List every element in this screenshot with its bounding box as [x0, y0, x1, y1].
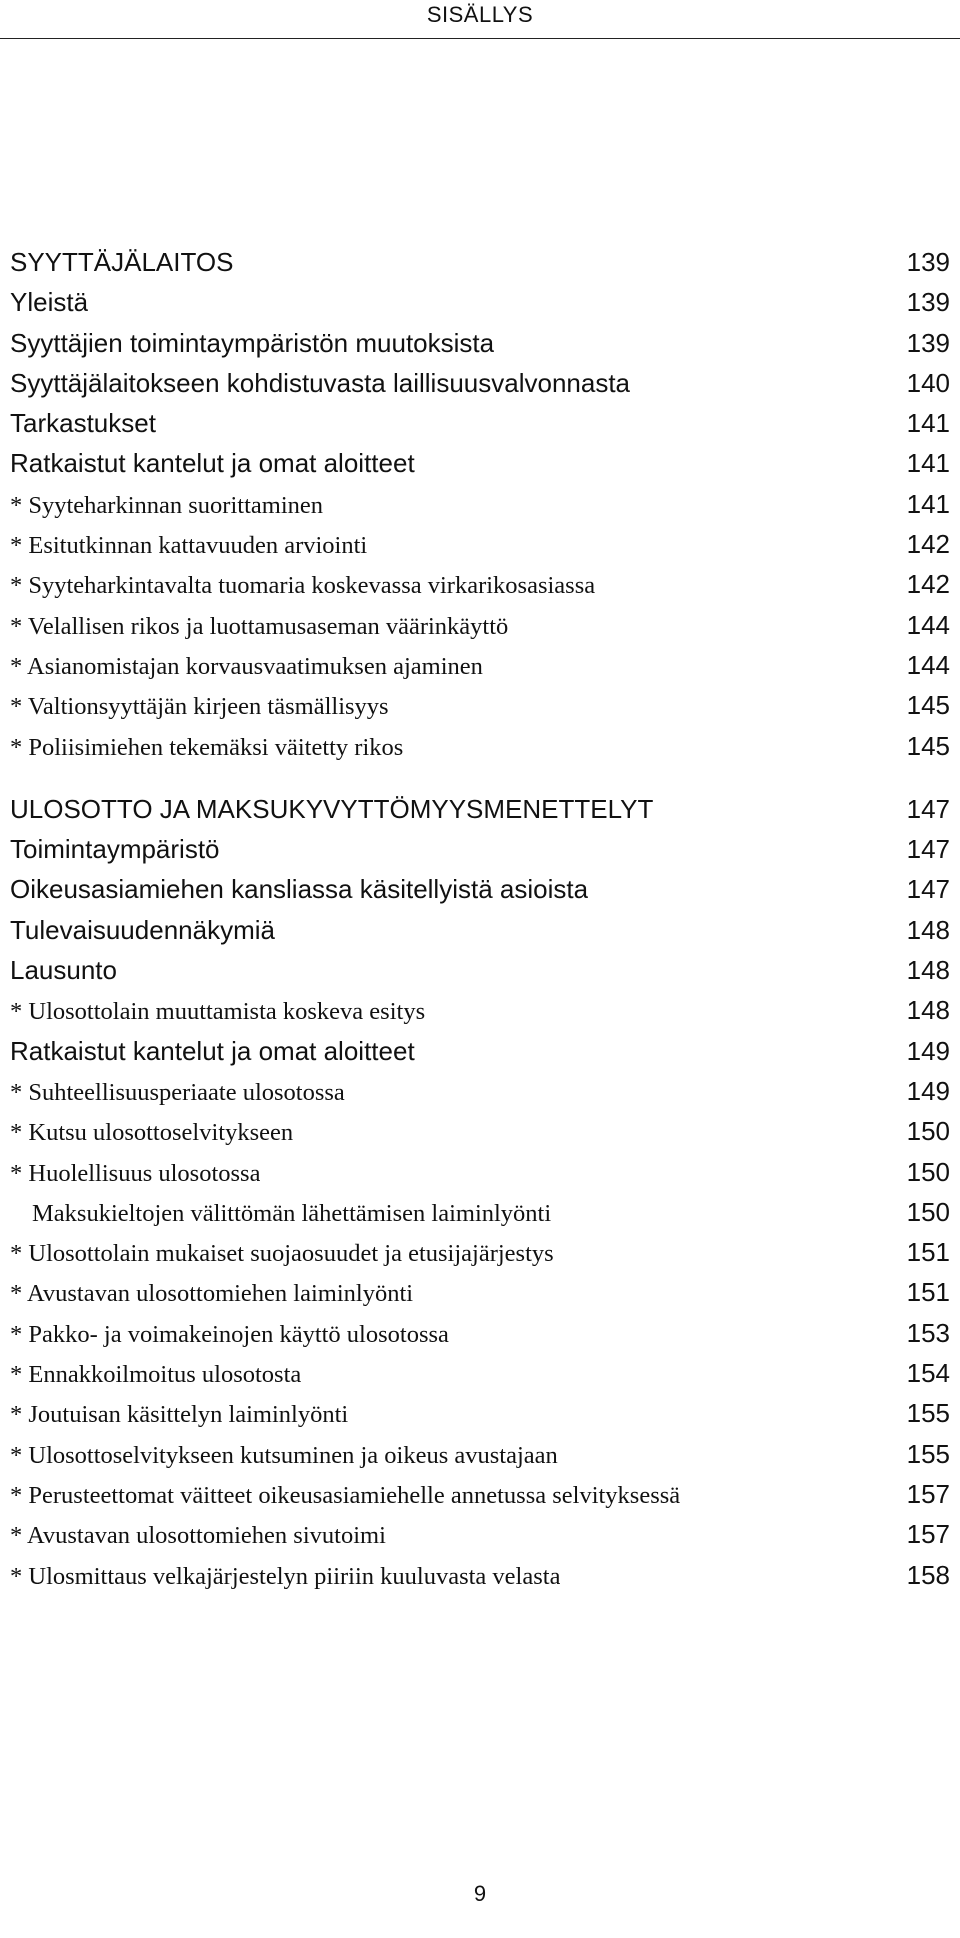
toc-entry — [10, 328, 950, 368]
toc-entry — [10, 955, 950, 995]
toc-entry — [10, 690, 950, 730]
toc-entry-page: 139 — [906, 287, 950, 318]
toc-entry-title: * Poliisimiehen tekemäksi väitetty rikos — [10, 733, 404, 761]
toc-entry-title: Lausunto — [10, 955, 117, 986]
toc-entry-page: 150 — [906, 1156, 950, 1187]
toc-entry-title: * Pakko- ja voimakeinojen käyttö ulosotossa — [10, 1320, 449, 1348]
toc-entry-title: Ratkaistut kantelut ja omat aloitteet — [10, 448, 415, 479]
toc-entry-title: * Valtionsyyttäjän kirjeen täsmällisyys — [10, 693, 389, 721]
toc-entry-page: 147 — [906, 874, 950, 905]
toc-entry-page: 139 — [906, 247, 950, 277]
toc-entry — [10, 834, 950, 874]
toc-entry-page: 155 — [906, 1398, 950, 1429]
toc-entry-title: * Suhteellisuusperiaate ulosotossa — [10, 1078, 345, 1106]
toc-entry — [10, 995, 950, 1035]
toc-entry-page: 157 — [906, 1478, 950, 1509]
toc-entry-page: 144 — [906, 609, 950, 640]
toc-entry-title: * Syyteharkinnan suorittaminen — [10, 491, 323, 519]
toc-entry — [10, 1116, 950, 1156]
toc-entry — [10, 1237, 950, 1277]
toc-entry-title: ULOSOTTO JA MAKSUKYVYTTÖMYYSMENETTELYT — [10, 793, 654, 824]
toc-entry-page: 157 — [906, 1519, 950, 1550]
toc-entry-page: 142 — [906, 529, 950, 560]
toc-entry-page: 140 — [906, 367, 950, 398]
toc-entry — [10, 874, 950, 914]
toc-entry-page: 144 — [906, 649, 950, 680]
toc-entry-title: * Ulosottoselvitykseen kutsuminen ja oikeus avustajaan — [10, 1441, 558, 1469]
header-rule — [0, 38, 960, 39]
table-of-contents — [10, 247, 950, 1600]
toc-entry-page: 147 — [906, 793, 950, 824]
toc-entry-page: 151 — [906, 1277, 950, 1308]
toc-entry-title: * Huolellisuus ulosotossa — [10, 1159, 261, 1187]
toc-entry — [10, 448, 950, 488]
toc-entry — [10, 1439, 950, 1479]
toc-entry-title: * Ulosmittaus velkajärjestelyn piiriin kuuluvasta velasta — [10, 1562, 561, 1590]
toc-entry — [10, 489, 950, 529]
toc-entry — [10, 1277, 950, 1317]
toc-entry — [10, 1197, 950, 1237]
toc-entry — [10, 1036, 950, 1076]
toc-entry-page: 149 — [906, 1035, 950, 1066]
toc-entry — [10, 1157, 950, 1197]
toc-entry-title: * Avustavan ulosottomiehen laiminlyönti — [10, 1280, 414, 1308]
toc-entry — [10, 1076, 950, 1116]
toc-entry-title: * Velallisen rikos ja luottamusaseman väärinkäyttö — [10, 612, 509, 640]
toc-entry-title: Tulevaisuudennäkymiä — [10, 914, 275, 945]
toc-entry — [10, 569, 950, 609]
toc-entry-title: * Perusteettomat väitteet oikeusasiamiehelle annetussa selvityksessä — [10, 1481, 681, 1509]
toc-entry-page: 150 — [906, 1196, 950, 1227]
toc-entry-title: * Asianomistajan korvausvaatimuksen ajaminen — [10, 652, 483, 680]
toc-entry — [10, 1318, 950, 1358]
toc-entry — [10, 529, 950, 569]
toc-entry-page: 151 — [906, 1237, 950, 1268]
toc-entry-title: Toimintaympäristö — [10, 834, 220, 865]
toc-entry — [10, 794, 950, 834]
toc-entry-page: 150 — [906, 1116, 950, 1147]
toc-entry-title: * Ennakkoilmoitus ulosotosta — [10, 1361, 302, 1389]
toc-entry-page: 141 — [906, 408, 950, 439]
toc-entry-title: * Ulosottolain mukaiset suojaosuudet ja etusijajärjestys — [10, 1240, 554, 1268]
toc-entry — [10, 287, 950, 327]
toc-entry-page: 142 — [906, 569, 950, 600]
toc-entry-title: Yleistä — [10, 287, 89, 318]
toc-entry — [10, 1398, 950, 1438]
toc-entry-title: * Avustavan ulosottomiehen sivutoimi — [10, 1522, 386, 1550]
toc-entry — [10, 731, 950, 771]
toc-entry — [10, 408, 950, 448]
toc-entry-title: Maksukieltojen välittömän lähettämisen laiminlyönti — [32, 1199, 552, 1227]
toc-entry-title: * Esitutkinnan kattavuuden arviointi — [10, 532, 368, 560]
toc-entry — [10, 915, 950, 955]
toc-entry-page: 148 — [906, 995, 950, 1026]
toc-entry-title: Ratkaistut kantelut ja omat aloitteet — [10, 1035, 415, 1066]
toc-entry-page: 155 — [906, 1438, 950, 1469]
toc-entry-page: 154 — [906, 1358, 950, 1389]
toc-entry-title: * Joutuisan käsittelyn laiminlyönti — [10, 1401, 349, 1429]
toc-entry — [10, 1519, 950, 1559]
toc-entry-title: * Ulosottolain muuttamista koskeva esitys — [10, 998, 426, 1026]
running-header: SISÄLLYS — [426, 2, 534, 27]
toc-entry-page: 148 — [906, 914, 950, 945]
toc-entry — [10, 650, 950, 690]
toc-entry-title: Tarkastukset — [10, 408, 156, 439]
toc-entry-title: * Syyteharkintavalta tuomaria koskevassa virkarikosasiassa — [10, 572, 596, 600]
toc-entry-title: * Kutsu ulosottoselvitykseen — [10, 1119, 294, 1147]
toc-entry — [10, 1560, 950, 1600]
toc-entry-page: 158 — [906, 1559, 950, 1590]
toc-entry-title: SYYTTÄJÄLAITOS — [10, 247, 234, 277]
toc-entry-page: 139 — [906, 327, 950, 358]
toc-entry-page: 145 — [906, 730, 950, 761]
toc-entry-page: 141 — [906, 448, 950, 479]
toc-entry-page: 147 — [906, 834, 950, 865]
page-number: 9 — [473, 1881, 487, 1906]
toc-entry — [10, 368, 950, 408]
toc-entry-title: Syyttäjien toimintaympäristön muutoksista — [10, 327, 495, 358]
toc-entry — [10, 610, 950, 650]
toc-entry-page: 141 — [906, 488, 950, 519]
toc-entry-page: 153 — [906, 1317, 950, 1348]
toc-entry-page: 149 — [906, 1075, 950, 1106]
toc-entry-title: Oikeusasiamiehen kansliassa käsitellyistä asioista — [10, 874, 589, 905]
toc-entry-title: Syyttäjälaitokseen kohdistuvasta laillisuusvalvonnasta — [10, 367, 631, 398]
toc-entry — [10, 1358, 950, 1398]
toc-entry-page: 148 — [906, 955, 950, 986]
toc-entry — [10, 1479, 950, 1519]
toc-entry-page: 145 — [906, 690, 950, 721]
toc-entry — [10, 247, 950, 287]
